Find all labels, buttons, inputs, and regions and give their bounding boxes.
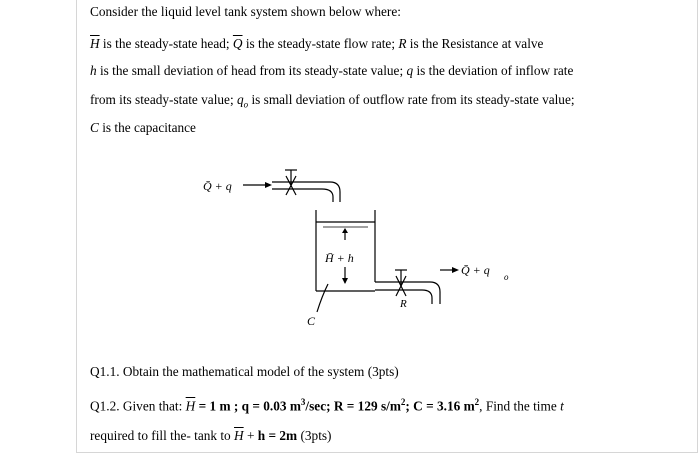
head-label: H̄ + h <box>325 251 354 265</box>
capacitance-label: C <box>307 314 316 328</box>
intro-text: Consider the liquid level tank system shown below where: <box>90 4 401 19</box>
definition-line-4: C is the capacitance <box>90 120 196 135</box>
h-bar-symbol: $\overline{H}$ <box>90 36 100 51</box>
question-2-continued: required to fill the- tank to $\overline{H} + h = 2m$ (3pts) <box>90 428 332 443</box>
definition-line-1: $\overline{H}$ is the steady-state head; $\overline{Q}$ is the steady-state flow rate; R is the Resistance at valve <box>90 36 544 51</box>
outflow-label: Q̄ + q <box>461 263 490 277</box>
outflow-arrow-head <box>452 267 459 273</box>
question-2: Q1.2. Given that: $\overline{H} = 1$ m ; q = 0.03 $m^3/\sec$; R = 129 $s/m^2$; C = 3.16 $m^2$, Find the time t <box>90 397 564 414</box>
resistance-label: R <box>400 298 407 310</box>
capacitance-lead <box>317 284 328 312</box>
inflow-arrow-head <box>265 182 272 188</box>
definition-line-2: h is the small deviation of head from its steady-state value; q is the deviation of inflow rate <box>90 63 574 78</box>
q-bar-symbol: $\overline{Q}$ <box>232 36 243 51</box>
question-1: Q1.1. Obtain the mathematical model of the system (3pts) <box>90 364 399 379</box>
definition-line-3: from its steady-state value; $q_o$ is small deviation of outflow rate from its steady-state value; <box>90 92 575 110</box>
r-symbol: R <box>398 36 407 51</box>
outflow-label-sub: o <box>504 272 509 282</box>
inflow-label: Q̄ + q <box>203 179 232 193</box>
resistance-valve <box>395 270 407 296</box>
